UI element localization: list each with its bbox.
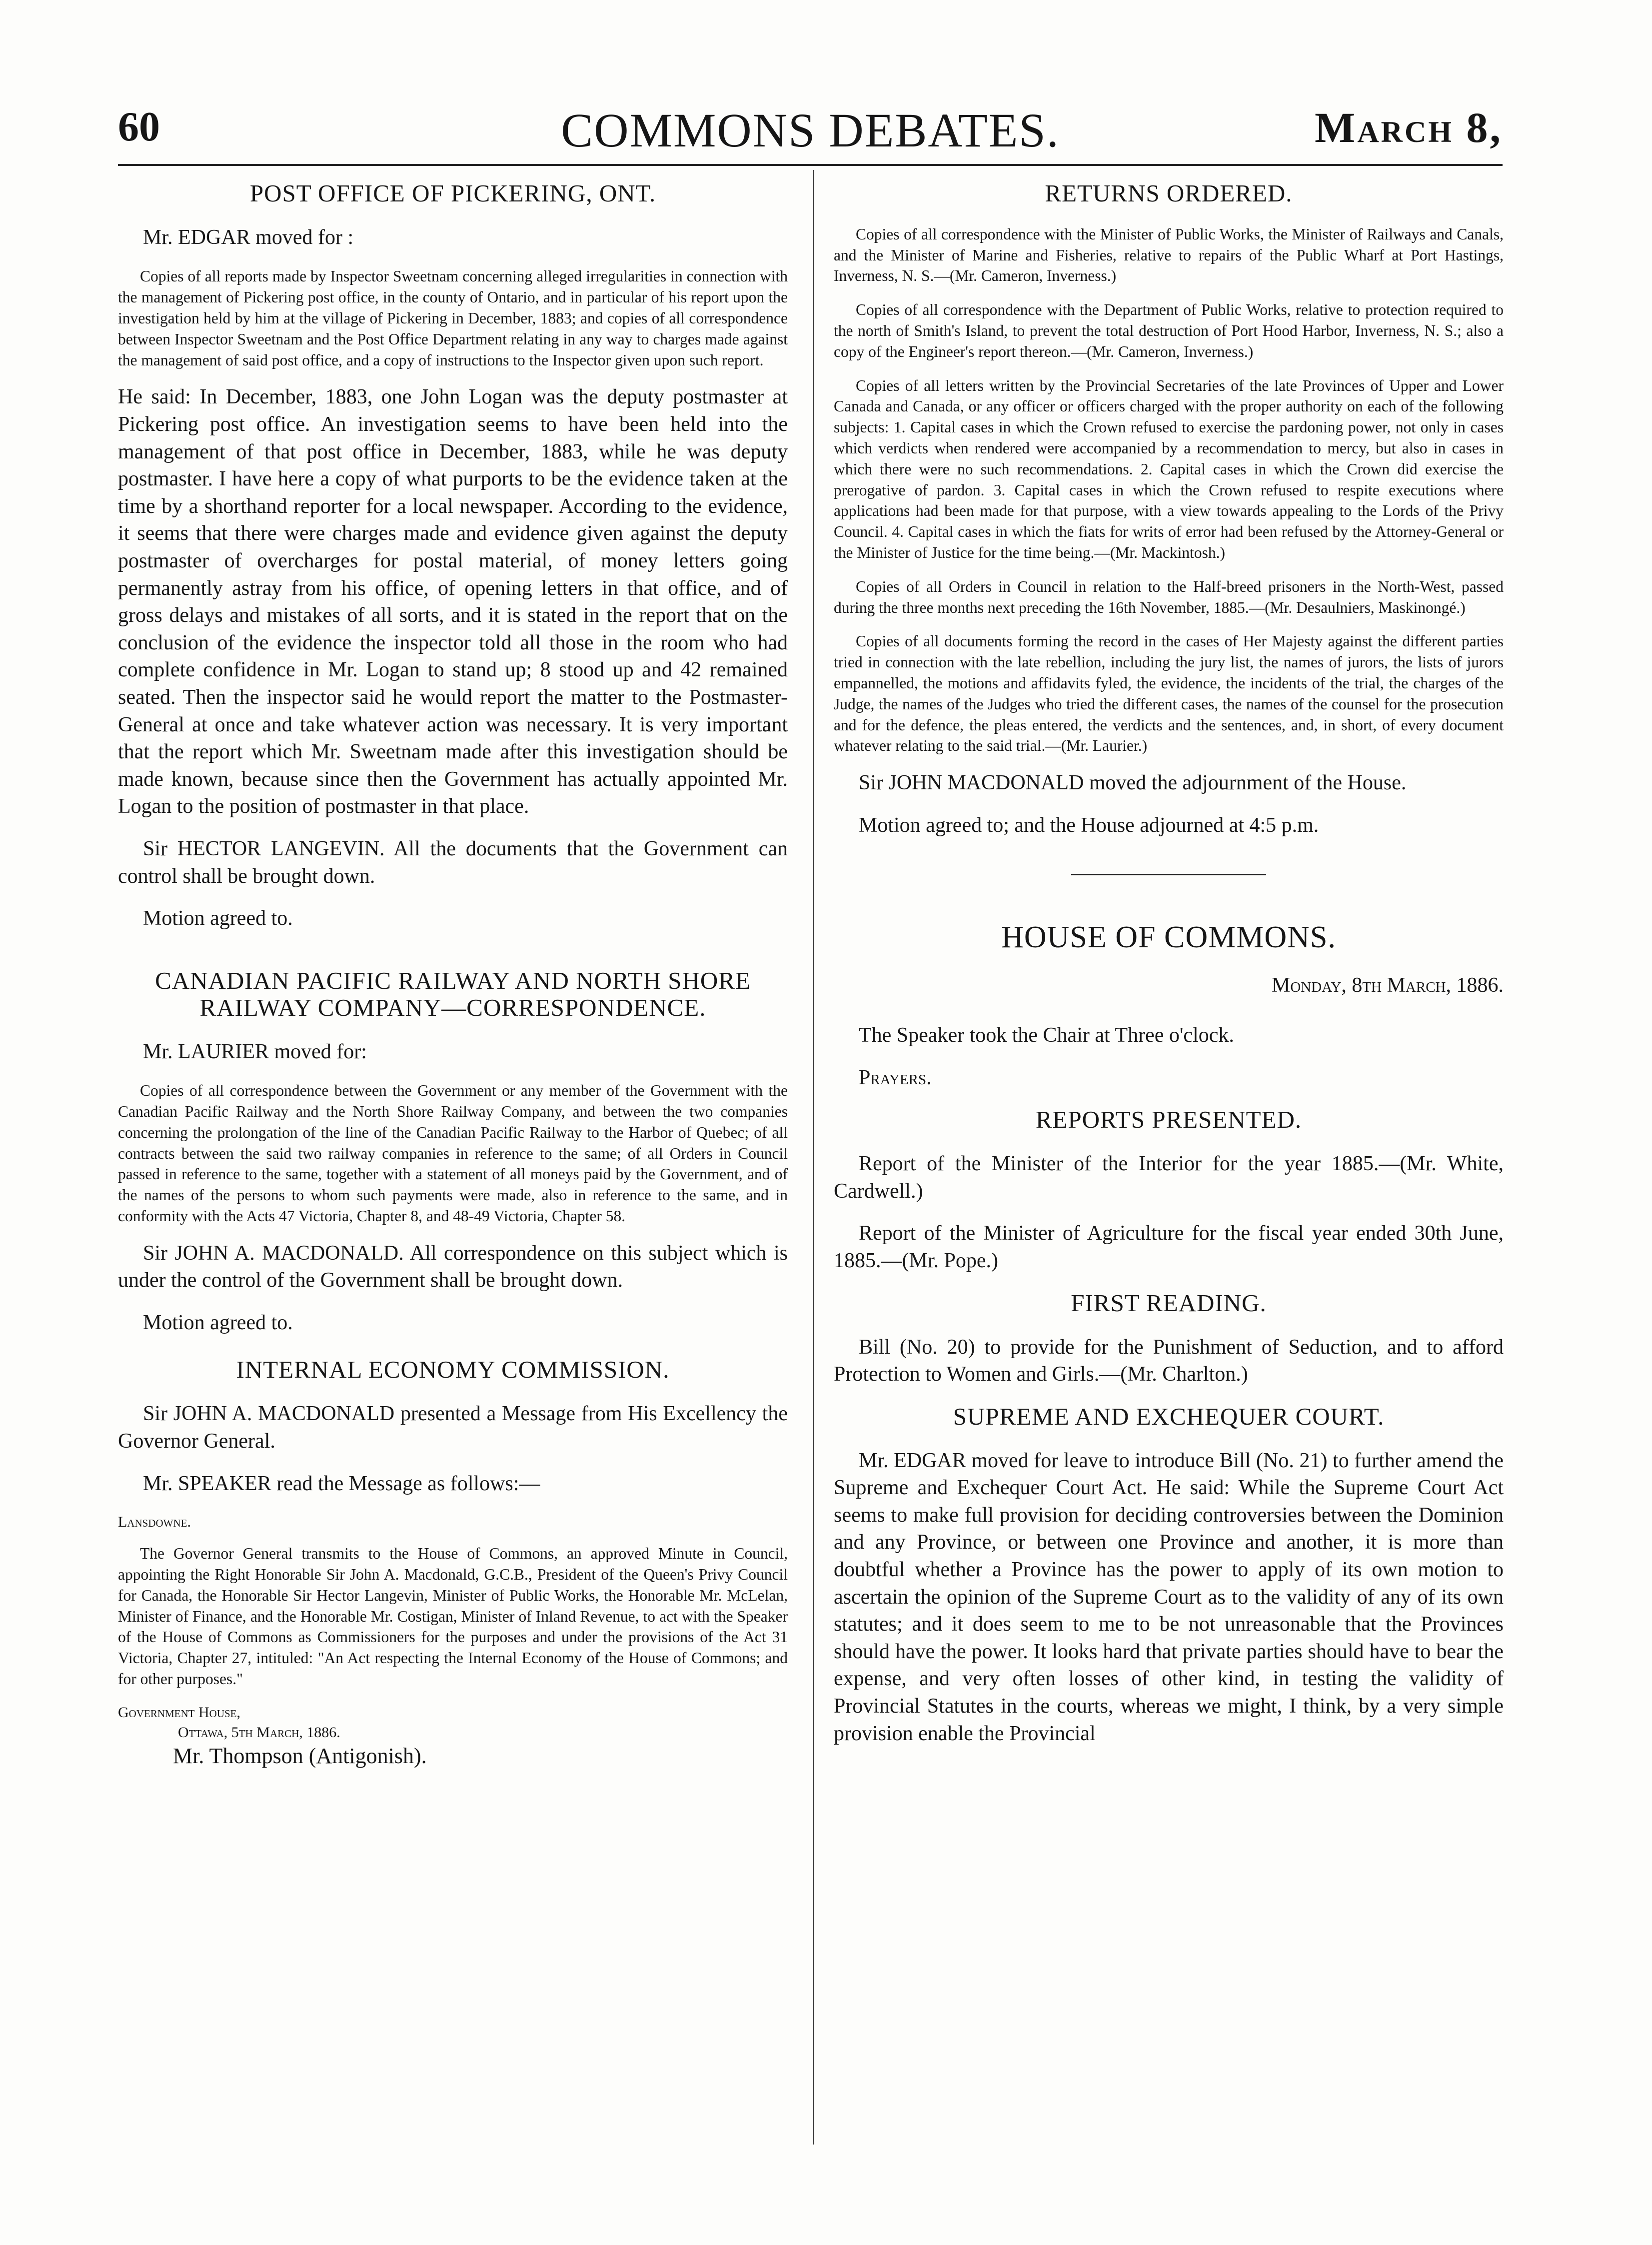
motion-text-cpr: Copies of all correspondence between the Government or any member of the Government with the Canadian Pacific Railway and the North Shore Railway Company, and between the two companies concerning the prolongation of the line of the Canadian Pacific Railway to the Harbor of Quebec; of all contracts between the said two railway companies in reference to the same; of all Orders in Council passed in reference to the same, together with a statement of all moneys paid by the Government, and of the names of the persons to whom such payments were made, also in reference to the same, and in conformity with the Acts 47 Victoria, Chapter 8, and 48-49 Victoria, Chapter 58. <box>118 1082 788 1225</box>
section-title-returns: RETURNS ORDERED. <box>1045 179 1293 207</box>
section-title-cpr: CANADIAN PACIFIC RAILWAY AND NORTH SHORE RAILWAY COMPANY—CORRESPONDENCE. <box>155 966 751 1021</box>
column-divider <box>813 170 814 2145</box>
bill-21-speech: Mr. EDGAR moved for leave to introduce Bill (No. 21) to further amend the Supreme and Exchequer Court Act. He said: While the Supreme Court Act seems to make full provision for deciding controversies between the Dominion and any Province, or between one Province and another, it is more than doubtful whether a Province has the power to apply of its own motion to ascertain the opinion of the Supreme Court as to the validity of any of its own statutes; and it does seem to me to be not unreasonable that the Provinces should have the power. It looks hard that private parties should have to bear the expense, and very often losses of other kind, in testing the validity of Provincial Statutes in the courts, whereas we might, I think, by a very simple provision enable the Provincial <box>834 1449 1504 1745</box>
section-title-reports: REPORTS PRESENTED. <box>1035 1106 1302 1134</box>
speech-edgar: He said: In December, 1883, one John Logan was the deputy postmaster at Pickering post office. An investigation seems to have been held into the management of that post office in December, 1883, while he was deputy postmaster. I have here a copy of what purports to be the evidence taken at the time by a shorthand reporter for a local newspaper. According to the evidence, it seems that there were charges made and evidence given against the deputy postmaster of overcharges for postal material, of money letters going permanently astray from his office, of opening letters in that office, and of gross delays and mistakes of all sorts, and it is stated in the report that on the conclusion of the evidence the inspector told all those in the room who had complete confidence in Mr. Logan to stand up; 8 stood up and 42 remained seated. Then the inspector said he would report the matter to the Postmaster-General at once and take whatever action was necessary. It is very important that the report which Mr. Sweetnam made after this investigation should be made known, because since then the Government has actually appointed Mr. Logan to the position of postmaster in that place. <box>118 385 788 818</box>
section-separator <box>1071 874 1266 875</box>
return-half-breed: Copies of all Orders in Council in relation to the Half-breed prisoners in the North-West, passed during the three months next preceding the 16th November, 1885.—(Mr. Desaulniers, Maskinongé.) <box>834 577 1504 616</box>
section-title-internal-economy: INTERNAL ECONOMY COMMISSION. <box>236 1356 670 1384</box>
signature-lansdowne: Lansdowne. <box>118 1514 191 1531</box>
house-of-commons-title: HOUSE OF COMMONS. <box>1001 920 1336 955</box>
message-read: Mr. SPEAKER read the Message as follows:— <box>143 1472 540 1495</box>
page-header <box>118 102 1503 157</box>
return-port-hastings: Copies of all correspondence with the Minister of Public Works, the Minister of Railways and Canals, and the Minister of Marine and Fisheries, relative to repairs of the Public Wharf at Port Hastings, Inverness, N. S.—(Mr. Cameron, Inverness.) <box>834 225 1504 285</box>
return-rebellion: Copies of all documents forming the record in the cases of Her Majesty against the different parties tried in connection with the late rebellion, including the jury list, the names of jurors, the lists of jurors empannelled, the motions and affidavits fyled, the evidence, the incidents of the trial, the charges of the Judge, the names of the Judges who tried the different cases, the names of the counsel for the prosecution and for the defence, the pleas entered, the verdicts and the sentences, and, in short, of every document whatever relating to the said trial.—(Mr. Laurier.) <box>834 632 1504 755</box>
motion-agreed-1: Motion agreed to. <box>143 907 293 930</box>
governor-message: The Governor General transmits to the House of Commons, an approved Minute in Council, appointing the Right Honorable Sir John A. Macdonald, G.C.B., President of the Queen's Privy Council for Canada, the Honorable Sir Hector Langevin, Minister of Public Works, the Honorable Mr. McLelan, Minister of Finance, and the Honorable Mr. Costigan, Minister of Inland Revenue, to act with the Speaker of the House of Commons as Commissioners for the purposes and under the provisions of the Act 31 Victoria, Chapter 27, intituled: "An Act respecting the Internal Economy of the House of Commons; and for other purposes." <box>118 1545 788 1688</box>
section-title-first-reading: FIRST READING. <box>1071 1289 1267 1317</box>
section-title-post-office: POST OFFICE OF PICKERING, ONT. <box>249 179 656 207</box>
return-port-hood: Copies of all correspondence with the Department of Public Works, relative to protection required to the north of Smith's Island, to prevent the total destruction of Port Hood Harbor, Inverness, N. S.; also a copy of the Engineer's report thereon.—(Mr. Cameron, Inverness.) <box>834 301 1504 360</box>
speaker-chair: The Speaker took the Chair at Three o'clock. <box>859 1024 1234 1047</box>
page-number: 60 <box>118 103 160 150</box>
right-column <box>834 180 1504 1762</box>
left-column <box>118 180 788 1770</box>
sitting-date-text: Monday, 8th March, 1886. <box>1272 973 1504 997</box>
motion-text-post-office: Copies of all reports made by Inspector Sweetnam concerning alleged irregularities in connection with the management of Pickering post office, in the county of Ontario, and in particular of his report upon the investigation held by him at the village of Pickering in December, 1883; and copies of all correspondence between Inspector Sweetnam and the Post Office Department relating in any way to charges made against the management of said post office, and a copy of instructions to the Inspector given upon such report. <box>118 267 788 369</box>
message-presented: Sir JOHN A. MACDONALD presented a Message from His Excellency the Governor General. <box>118 1402 788 1453</box>
reply-macdonald: Sir JOHN A. MACDONALD. All correspondence on this subject which is under the control of the Government shall be brought down. <box>118 1241 788 1292</box>
reply-langevin: Sir HECTOR LANGEVIN. All the documents that the Government can control shall be brought down. <box>118 837 788 888</box>
report-agriculture: Report of the Minister of Agriculture for the fiscal year ended 30th June, 1885.—(Mr. Pope.) <box>834 1222 1504 1273</box>
mover-edgar: Mr. EDGAR moved for : <box>143 225 354 249</box>
header-rule <box>118 164 1503 166</box>
bill-20: Bill (No. 20) to provide for the Punishment of Seduction, and to afford Protection to Women and Girls.—(Mr. Charlton.) <box>834 1335 1504 1386</box>
speaker-thompson: Mr. Thompson (Antigonish). <box>173 1743 427 1768</box>
message-date: Ottawa, 5th March, 1886. <box>178 1724 340 1741</box>
page-date: March 8, <box>1315 103 1503 151</box>
report-interior: Report of the Minister of the Interior for the year 1885.—(Mr. White, Cardwell.) <box>834 1152 1504 1203</box>
motion-agreed-2: Motion agreed to. <box>143 1311 293 1334</box>
page-title: COMMONS DEBATES. <box>561 103 1060 157</box>
prayers: Prayers. <box>859 1066 932 1089</box>
return-capital-cases: Copies of all letters written by the Provincial Secretaries of the late Provinces of Upper and Lower Canada and Canada, or any officer or officers charged with the proper authority on each of the following subjects: 1. Capital cases in which the Crown refused to exercise the pardoning power, not only in cases which verdicts when rendered were accompanied by a recommendation to mercy, but also in cases in which there were no such recommendations. 2. Capital cases in which the Crown did exercise the prerogative of pardon. 3. Capital cases in which the Crown refused to respite executions where applications had been made for that purpose, with a view towards appealing to the Lords of the Privy Council. 4. Capital cases in which the fiats for writs of error had been refused by the Attorney-General or the Minister of Justice for the time being.—(Mr. Mackintosh.) <box>834 376 1504 562</box>
sitting-date <box>834 972 1504 999</box>
section-title-supreme-court: SUPREME AND EXCHEQUER COURT. <box>953 1402 1385 1430</box>
adjournment-motion: Sir JOHN MACDONALD moved the adjournment of the House. <box>859 771 1407 795</box>
government-house: Government House, <box>118 1704 240 1721</box>
house-adjourned: Motion agreed to; and the House adjourned at 4:5 p.m. <box>859 813 1319 837</box>
mover-laurier: Mr. LAURIER moved for: <box>143 1040 367 1063</box>
